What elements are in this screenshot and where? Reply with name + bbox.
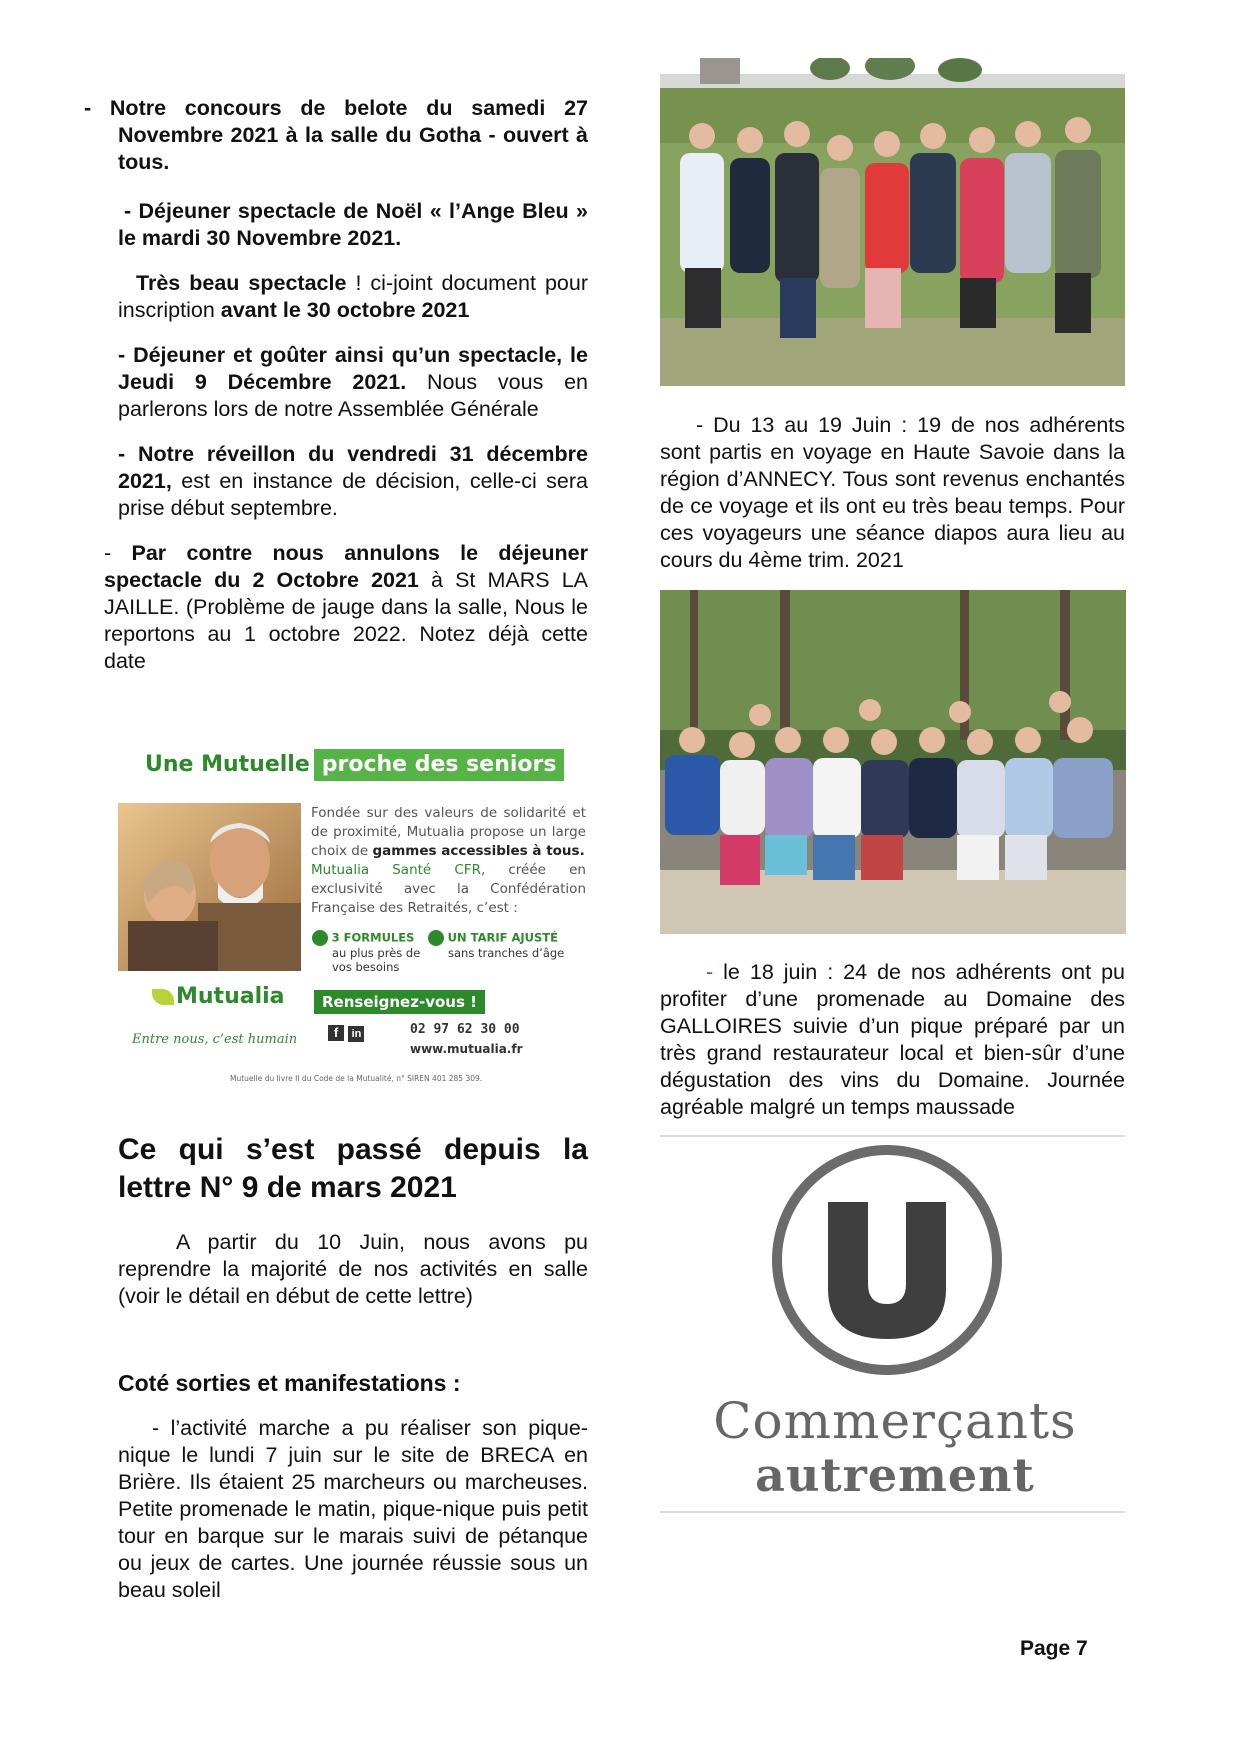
item-noel-note [118,270,588,324]
ad-feature-formulas [312,930,422,974]
ad-description [311,804,586,918]
item-annulation [104,540,588,675]
ad-cta-button[interactable]: Renseignez-vous ! [314,990,485,1014]
noel-note-bold: Très beau spectacle [136,271,347,295]
feat1-text: au plus près de vos besoins [332,946,421,974]
trip-galloires-text [660,959,1125,1121]
noel-note-mid: ! ci-joint document pour inscription [118,271,588,322]
section-recent [118,1131,588,1604]
feat2-title: UN TARIF AJUSTÉ [447,930,558,945]
section-subheading: Coté sorties et manifestations : [118,1370,461,1396]
facebook-icon[interactable]: f [328,1025,344,1041]
ad-couple-photo [118,803,301,971]
ad-social-icons [328,1024,364,1042]
trip-annecy-text: - Du 13 au 19 Juin : 19 de nos adhérents sont partis en voyage en Haute Savoie dans la région d’ANNECY. Tous sont revenus enchantés de ce voyage et ils ont eu très beau temps. Pour ces voyageurs une séance diapos aura lieu au cours du 4ème trim. 2021 [660,413,1125,572]
ad-phone: 02 97 62 30 00 [410,1022,520,1037]
ad-text2-green: Mutualia Santé CFR [311,862,481,878]
tarif-icon [428,930,444,946]
annulation-rest: à St MARS LA JAILLE. (Problème de jauge dans la salle, Nous le reportons au 1 octobre 2022. Notez déjà cette date [104,568,588,673]
ad-slogan: Entre nous, c’est humain [132,1032,298,1047]
ad-feature-tarif [428,930,564,960]
ad-brand-text: Mutualia [176,984,285,1009]
ad-title-b: proche des seniors [314,749,565,781]
ad-title-a: Une Mutuelle [145,752,310,777]
left-column [84,95,588,675]
item-reveillon [118,441,588,522]
annulation-bold: Par contre nous annulons le déjeuner spectacle du 2 Octobre 2021 [104,541,588,592]
photo-annecy-group [660,58,1125,386]
item-dejeuner-gouter [118,342,588,423]
reveillon-rest: est en instance de décision, celle-ci sera prise début septembre. [118,469,588,520]
annulation-dash: - [104,541,132,565]
commercants-autrement-logo [660,1134,1125,1514]
item-belote: - Notre concours de belote du samedi 27 Novembre 2021 à la salle du Gotha - ouvert à tous. [84,96,588,174]
page-number: Page 7 [1020,1637,1088,1660]
linkedin-icon[interactable]: in [348,1026,364,1042]
reveillon-bold: - Notre réveillon du vendredi 31 décembre 2021, [118,442,588,493]
ad-text1: Fondée sur des valeurs de solidarité et de proximité, Mutualia propose un large choix de [311,805,586,859]
ad-title [145,752,564,777]
logo-line2: autrement [755,1448,1035,1502]
mutualia-leaf-icon [152,989,174,1005]
ad-legal: Mutuelle du livre II du Code de la Mutualité, n° SIREN 401 285 309. [230,1074,483,1083]
formulas-icon [312,930,328,946]
section-heading: Ce qui s’est passé depuis la lettre N° 9 de mars 2021 [118,1133,588,1204]
ad-text2: , créée en exclusivité avec la Confédération Française des Retraités, c’est : [311,862,586,916]
feat1-title: 3 FORMULES [331,930,415,945]
section-intro: A partir du 10 Juin, nous avons pu reprendre la majorité de nos activités en salle (voir le détail en début de cette lettre) [118,1230,588,1308]
mutualia-ad [118,752,588,1086]
item-dejeuner-noel: - Déjeuner spectacle de Noël « l’Ange Bleu » le mardi 30 Novembre 2021. [118,199,588,250]
galloires-dash: - [706,960,724,984]
photo-galloires-group [660,590,1126,934]
ad-text1-bold: gammes accessibles à tous. [372,843,585,859]
ad-web[interactable]: www.mutualia.fr [410,1042,523,1056]
feat2-text: sans tranches d’âge [448,946,565,960]
galloires-body: le 18 juin : 24 de nos adhérents ont pu profiter d’une promenade au Domaine des GALLOIRES suivie d’un pique préparé par un très grand restaurateur local et bien-sûr d’une dégustation des vins du Domaine. Journée agréable malgré un temps maussade [660,960,1125,1119]
ad-brand-logo [152,984,285,1009]
section-walk: - l’activité marche a pu réaliser son pique-nique le lundi 7 juin sur le site de BRECA en Brière. Ils étaient 25 marcheurs ou marcheuses. Petite promenade le matin, pique-nique puis petit tour en barque sur le marais suivi de pétanque ou jeux de cartes. Une journée réussie sous un beau soleil [118,1416,588,1602]
gouter-rest: Nous vous en parlerons lors de notre Assemblée Générale [118,370,588,421]
gouter-bold: - Déjeuner et goûter ainsi qu’un spectacle, le Jeudi 9 Décembre 2021. [118,343,588,394]
noel-note-deadline: avant le 30 octobre 2021 [220,298,470,322]
logo-line1: Commerçants [713,1392,1077,1450]
